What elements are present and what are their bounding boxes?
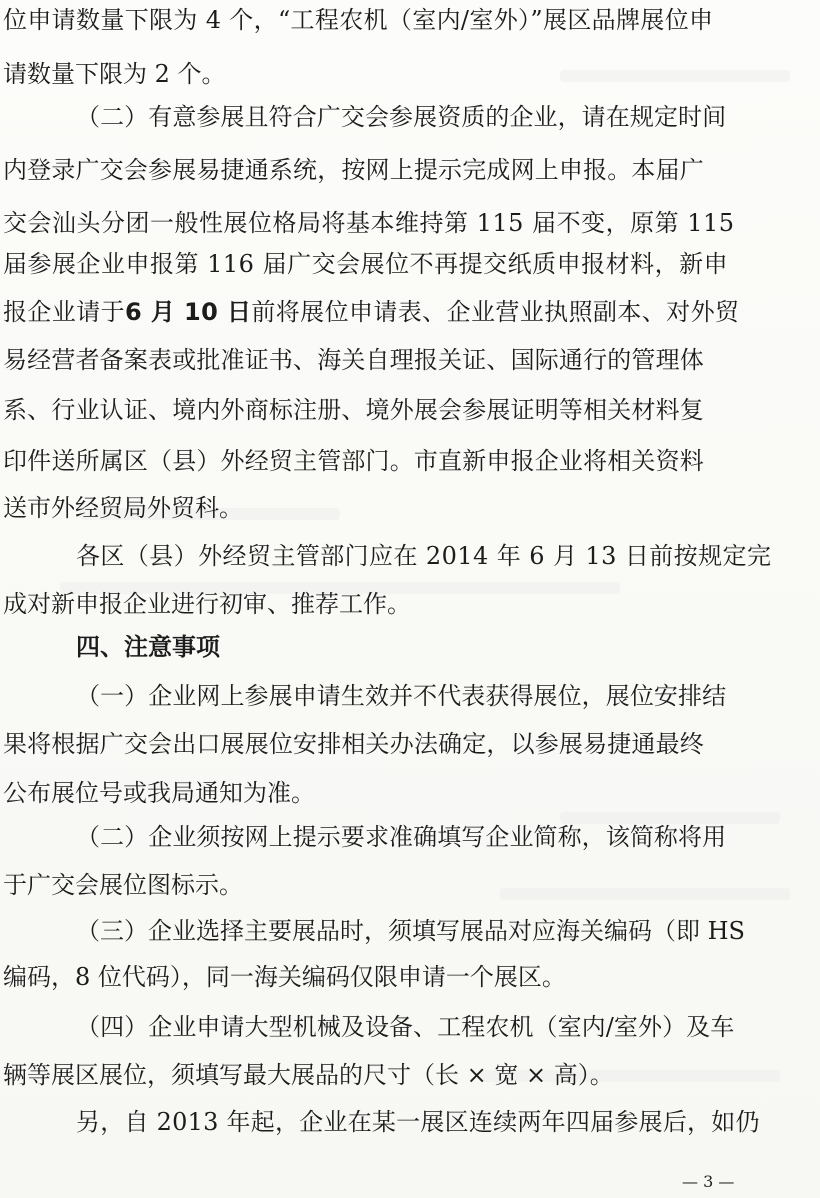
deadline-date: 6 月 10 日 <box>125 298 252 326</box>
text-line: 请数量下限为 2 个。 <box>3 60 226 88</box>
text-line: 另，自 2013 年起，企业在某一展区连续两年四届参展后，如仍 <box>76 1108 760 1136</box>
text-line: 公布展位号或我局通知为准。 <box>3 779 315 807</box>
text-line: 届参展企业申报第 116 届广交会展位不再提交纸质申报材料，新申 <box>3 250 729 278</box>
text-line: 于广交会展位图标示。 <box>3 871 243 899</box>
text-line: （二）有意参展且符合广交会参展资质的企业，请在规定时间 <box>76 103 727 131</box>
text-line: 成对新申报企业进行初审、推荐工作。 <box>3 590 411 618</box>
bleed-through-mark <box>560 70 790 82</box>
text-span: 前将展位申请表、企业营业执照副本、对外贸 <box>251 298 740 326</box>
text-line: 辆等展区展位，须填写最大展品的尺寸（长 × 宽 × 高）。 <box>3 1061 614 1089</box>
text-line: 印件送所属区（县）外经贸主管部门。市直新申报企业将相关资料 <box>3 447 704 475</box>
text-line: 位申请数量下限为 4 个，“工程农机（室内/室外）”展区品牌展位申 <box>3 6 714 34</box>
page-number: — 3 — <box>682 1172 735 1191</box>
text-line: 易经营者备案表或批准证书、海关自理报关证、国际通行的管理体 <box>3 346 704 374</box>
text-line: 果将根据广交会出口展展位安排相关办法确定，以参展易捷通最终 <box>3 730 704 758</box>
text-span: 报企业请于 <box>3 298 125 326</box>
text-line: （一）企业网上参展申请生效并不代表获得展位，展位安排结 <box>76 682 727 710</box>
text-line <box>3 297 739 327</box>
text-line: （三）企业选择主要展品时，须填写展品对应海关编码（即 HS <box>76 917 745 945</box>
text-line: 编码，8 位代码），同一海关编码仅限申请一个展区。 <box>3 963 566 991</box>
text-line: 系、行业认证、境内外商标注册、境外展会参展证明等相关材料复 <box>3 396 704 424</box>
section-heading: 四、注意事项 <box>76 633 220 661</box>
text-line: 交会汕头分团一般性展位格局将基本维持第 115 届不变，原第 115 <box>3 209 735 237</box>
text-line: 各区（县）外经贸主管部门应在 2014 年 6 月 13 日前按规定完 <box>76 542 772 570</box>
text-line: 内登录广交会参展易捷通系统，按网上提示完成网上申报。本届广 <box>3 156 704 184</box>
text-line: （二）企业须按网上提示要求准确填写企业简称，该简称将用 <box>76 823 727 851</box>
text-line: （四）企业申请大型机械及设备、工程农机（室内/室外）及车 <box>76 1013 735 1041</box>
bleed-through-mark <box>500 888 790 900</box>
text-line: 送市外经贸局外贸科。 <box>3 494 243 522</box>
